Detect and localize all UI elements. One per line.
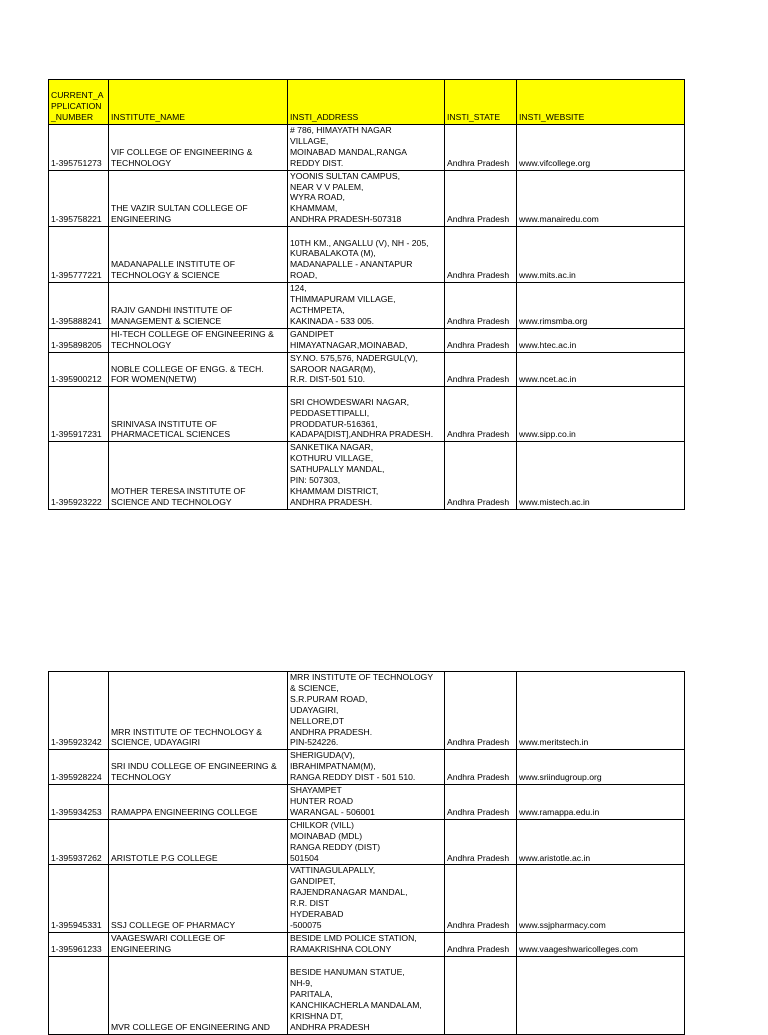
institute-name: MVR COLLEGE OF ENGINEERING AND xyxy=(109,956,288,1034)
table-row xyxy=(49,227,685,283)
institute-name: THE VAZIR SULTAN COLLEGE OF ENGINEERING xyxy=(109,170,288,227)
institute-website: www.sriindugroup.org xyxy=(517,750,685,785)
table-row xyxy=(49,819,685,865)
application-number: 1-395758221 xyxy=(49,170,109,227)
institute-address: 10TH KM., ANGALLU (V), NH - 205, KURABALAKOTA (M), MADANAPALLE - ANANTAPUR ROAD, xyxy=(288,227,445,283)
table-row xyxy=(49,328,685,352)
table-row xyxy=(49,956,685,1034)
institute-website: www.sipp.co.in xyxy=(517,387,685,442)
institute-address: 124, THIMMAPURAM VILLAGE, ACTHMPETA, KAKINADA - 533 005. xyxy=(288,283,445,329)
application-number xyxy=(49,956,109,1034)
table-row xyxy=(49,932,685,956)
institute-name: ARISTOTLE P.G COLLEGE xyxy=(109,819,288,865)
institute-name: SRI INDU COLLEGE OF ENGINEERING & TECHNOLOGY xyxy=(109,750,288,785)
institute-address: MRR INSTITUTE OF TECHNOLOGY & SCIENCE, S.R.PURAM ROAD, UDAYAGIRI, NELLORE,DT ANDHRA PRADESH. PIN-524226. xyxy=(288,672,445,750)
institute-website: www.manairedu.com xyxy=(517,170,685,227)
institute-state: Andhra Pradesh xyxy=(445,785,517,820)
table-row xyxy=(49,387,685,442)
table-row xyxy=(49,785,685,820)
table-row xyxy=(49,352,685,387)
institute-name: NOBLE COLLEGE OF ENGG. & TECH. FOR WOMEN(NETW) xyxy=(109,352,288,387)
application-number: 1-395934253 xyxy=(49,785,109,820)
institute-address: VATTINAGULAPALLY, GANDIPET, RAJENDRANAGAR MANDAL, R.R. DIST HYDERABAD -500075 xyxy=(288,865,445,932)
institutes-table-top xyxy=(48,79,685,510)
institute-website: www.meritstech.in xyxy=(517,672,685,750)
institute-state: Andhra Pradesh xyxy=(445,352,517,387)
institute-website: www.rimsmba.org xyxy=(517,283,685,329)
institute-state: Andhra Pradesh xyxy=(445,125,517,171)
institute-website: www.ssjpharmacy.com xyxy=(517,865,685,932)
table-row xyxy=(49,283,685,329)
institute-address: SANKETIKA NAGAR, KOTHURU VILLAGE, SATHUPALLY MANDAL, PIN: 507303, KHAMMAM DISTRICT, ANDHRA PRADESH. xyxy=(288,442,445,509)
institute-website: www.mits.ac.in xyxy=(517,227,685,283)
institute-name: MOTHER TERESA INSTITUTE OF SCIENCE AND TECHNOLOGY xyxy=(109,442,288,509)
application-number: 1-395917231 xyxy=(49,387,109,442)
table-row xyxy=(49,170,685,227)
institute-website: www.ncet.ac.in xyxy=(517,352,685,387)
institute-name: SSJ COLLEGE OF PHARMACY xyxy=(109,865,288,932)
institute-address: SHAYAMPET HUNTER ROAD WARANGAL - 506001 xyxy=(288,785,445,820)
institute-address: GANDIPET HIMAYATNAGAR,MOINABAD, xyxy=(288,328,445,352)
institute-website: www.vaageshwaricolleges.com xyxy=(517,932,685,956)
institute-name: RAMAPPA ENGINEERING COLLEGE xyxy=(109,785,288,820)
institute-state: Andhra Pradesh xyxy=(445,227,517,283)
institute-name: RAJIV GANDHI INSTITUTE OF MANAGEMENT & SCIENCE xyxy=(109,283,288,329)
institute-website: www.htec.ac.in xyxy=(517,328,685,352)
table-row xyxy=(49,865,685,932)
table-row xyxy=(49,442,685,509)
institute-state xyxy=(445,956,517,1034)
application-number: 1-395945331 xyxy=(49,865,109,932)
institute-name: VIF COLLEGE OF ENGINEERING & TECHNOLOGY xyxy=(109,125,288,171)
application-number: 1-395898205 xyxy=(49,328,109,352)
header-institute-name: INSTITUTE_NAME xyxy=(109,80,288,125)
institute-state: Andhra Pradesh xyxy=(445,170,517,227)
institute-address: YOONIS SULTAN CAMPUS, NEAR V V PALEM, WYRA ROAD, KHAMMAM, ANDHRA PRADESH-507318 xyxy=(288,170,445,227)
institute-state: Andhra Pradesh xyxy=(445,328,517,352)
institutes-table-bottom xyxy=(48,671,685,1035)
application-number: 1-395751273 xyxy=(49,125,109,171)
institute-address: SRI CHOWDESWARI NAGAR, PEDDASETTIPALLI, PRODDATUR-516361, KADAPA[DIST],ANDHRA PRADESH. xyxy=(288,387,445,442)
institute-address: CHILKOR (VILL) MOINABAD (MDL) RANGA REDDY (DIST) 501504 xyxy=(288,819,445,865)
institute-state: Andhra Pradesh xyxy=(445,865,517,932)
institute-address: # 786, HIMAYATH NAGAR VILLAGE, MOINABAD MANDAL,RANGA REDDY DIST. xyxy=(288,125,445,171)
application-number: 1-395900212 xyxy=(49,352,109,387)
application-number: 1-395961233 xyxy=(49,932,109,956)
institute-website: www.aristotle.ac.in xyxy=(517,819,685,865)
table-row xyxy=(49,750,685,785)
institute-state: Andhra Pradesh xyxy=(445,672,517,750)
institute-state: Andhra Pradesh xyxy=(445,932,517,956)
table-row xyxy=(49,125,685,171)
institute-address: SY.NO. 575,576, NADERGUL(V), SAROOR NAGAR(M), R.R. DIST-501 510. xyxy=(288,352,445,387)
institute-state: Andhra Pradesh xyxy=(445,442,517,509)
institute-website: www.vifcollege.org xyxy=(517,125,685,171)
institute-state: Andhra Pradesh xyxy=(445,387,517,442)
institute-name: MADANAPALLE INSTITUTE OF TECHNOLOGY & SCIENCE xyxy=(109,227,288,283)
application-number: 1-395923242 xyxy=(49,672,109,750)
header-application-number: CURRENT_A PPLICATION _NUMBER xyxy=(49,80,109,125)
institute-state: Andhra Pradesh xyxy=(445,819,517,865)
table-row xyxy=(49,672,685,750)
institute-address: BESIDE HANUMAN STATUE, NH-9, PARITALA, KANCHIKACHERLA MANDALAM, KRISHNA DT, ANDHRA PRADESH xyxy=(288,956,445,1034)
header-insti-address: INSTI_ADDRESS xyxy=(288,80,445,125)
institute-state: Andhra Pradesh xyxy=(445,750,517,785)
application-number: 1-395923222 xyxy=(49,442,109,509)
application-number: 1-395937262 xyxy=(49,819,109,865)
application-number: 1-395777221 xyxy=(49,227,109,283)
institute-name: HI-TECH COLLEGE OF ENGINEERING & TECHNOLOGY xyxy=(109,328,288,352)
institute-address: BESIDE LMD POLICE STATION, RAMAKRISHNA COLONY xyxy=(288,932,445,956)
institute-name: SRINIVASA INSTITUTE OF PHARMACETICAL SCIENCES xyxy=(109,387,288,442)
institute-name: MRR INSTITUTE OF TECHNOLOGY & SCIENCE, UDAYAGIRI xyxy=(109,672,288,750)
institute-website xyxy=(517,956,685,1034)
application-number: 1-395888241 xyxy=(49,283,109,329)
institute-website: www.mistech.ac.in xyxy=(517,442,685,509)
header-insti-state: INSTI_STATE xyxy=(445,80,517,125)
institute-state: Andhra Pradesh xyxy=(445,283,517,329)
application-number: 1-395928224 xyxy=(49,750,109,785)
header-row xyxy=(49,80,685,125)
institute-name: VAAGESWARI COLLEGE OF ENGINEERING xyxy=(109,932,288,956)
header-insti-website: INSTI_WEBSITE xyxy=(517,80,685,125)
institute-website: www.ramappa.edu.in xyxy=(517,785,685,820)
institute-address: SHERIGUDA(V), IBRAHIMPATNAM(M), RANGA REDDY DIST - 501 510. xyxy=(288,750,445,785)
